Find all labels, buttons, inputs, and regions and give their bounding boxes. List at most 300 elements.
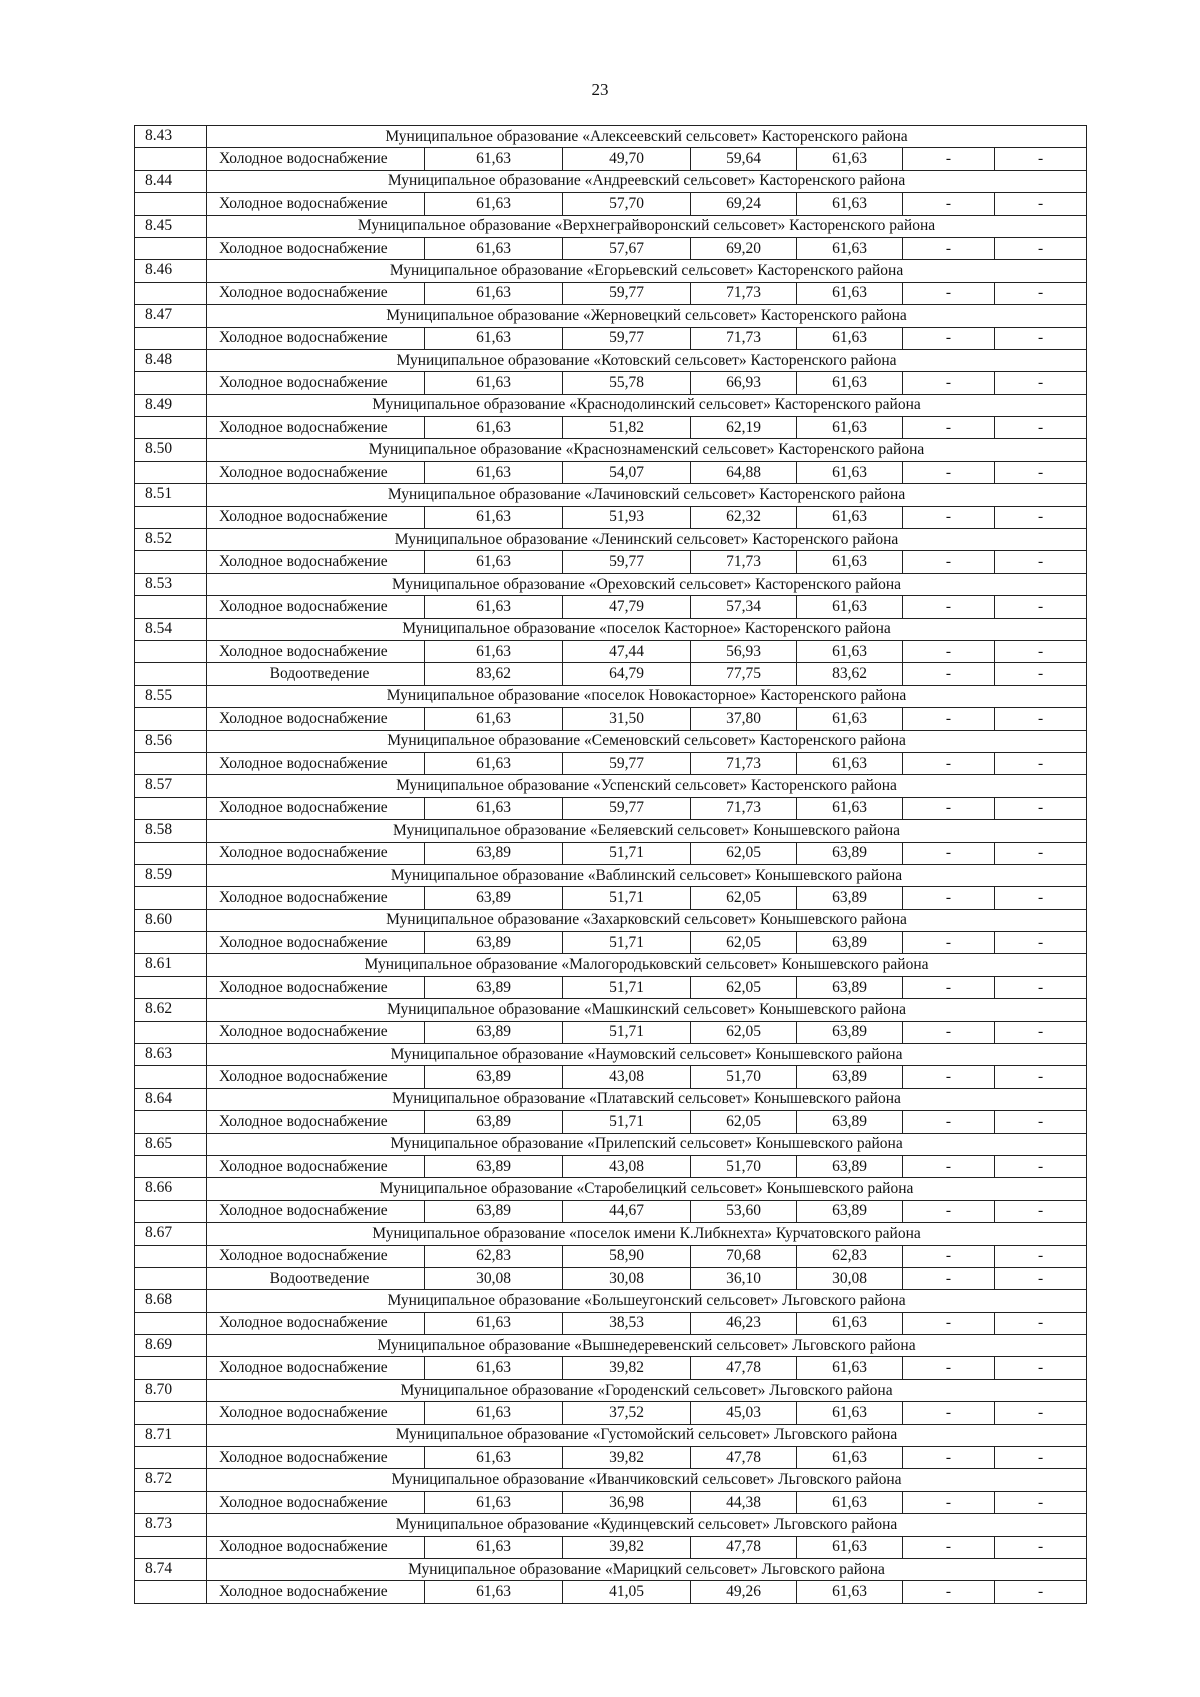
empty-value-cell: - bbox=[903, 1111, 995, 1133]
row-number-cell bbox=[135, 1066, 207, 1088]
section-title: Муниципальное образование «Вышнедеревенский сельсовет» Льговского района bbox=[207, 1335, 1087, 1357]
empty-value-cell: - bbox=[995, 1312, 1087, 1334]
table-row bbox=[135, 372, 1087, 394]
value-cell: 51,71 bbox=[563, 887, 691, 909]
value-cell: 63,89 bbox=[425, 1111, 563, 1133]
empty-value-cell: - bbox=[995, 1200, 1087, 1222]
section-header-row bbox=[135, 305, 1087, 327]
section-header-row bbox=[135, 954, 1087, 976]
value-cell: 47,78 bbox=[691, 1536, 797, 1558]
row-number-cell bbox=[135, 1357, 207, 1379]
tariff-table bbox=[134, 125, 1087, 1604]
row-number-cell bbox=[135, 1021, 207, 1043]
section-header-row bbox=[135, 909, 1087, 931]
empty-value-cell: - bbox=[903, 752, 995, 774]
service-name: Холодное водоснабжение bbox=[207, 1402, 425, 1424]
table-row bbox=[135, 752, 1087, 774]
section-title: Муниципальное образование «Наумовский сельсовет» Конышевского района bbox=[207, 1044, 1087, 1066]
value-cell: 61,63 bbox=[425, 282, 563, 304]
section-title: Муниципальное образование «Беляевский сельсовет» Конышевского района bbox=[207, 820, 1087, 842]
section-number: 8.62 bbox=[135, 999, 207, 1021]
row-number-cell bbox=[135, 417, 207, 439]
section-title: Муниципальное образование «Лачиновский сельсовет» Касторенского района bbox=[207, 484, 1087, 506]
value-cell: 61,63 bbox=[797, 372, 903, 394]
empty-value-cell: - bbox=[995, 1021, 1087, 1043]
value-cell: 53,60 bbox=[691, 1200, 797, 1222]
empty-value-cell: - bbox=[903, 1357, 995, 1379]
section-title: Муниципальное образование «Городенский сельсовет» Льговского района bbox=[207, 1379, 1087, 1401]
table-row bbox=[135, 282, 1087, 304]
value-cell: 47,78 bbox=[691, 1447, 797, 1469]
row-number-cell bbox=[135, 708, 207, 730]
row-number-cell bbox=[135, 596, 207, 618]
empty-value-cell: - bbox=[903, 148, 995, 170]
value-cell: 64,88 bbox=[691, 461, 797, 483]
service-name: Холодное водоснабжение bbox=[207, 372, 425, 394]
table-row bbox=[135, 887, 1087, 909]
row-number-cell bbox=[135, 663, 207, 685]
service-name: Холодное водоснабжение bbox=[207, 708, 425, 730]
empty-value-cell: - bbox=[903, 237, 995, 259]
empty-value-cell: - bbox=[903, 1581, 995, 1603]
value-cell: 61,63 bbox=[425, 372, 563, 394]
table-row bbox=[135, 1066, 1087, 1088]
section-number: 8.47 bbox=[135, 305, 207, 327]
value-cell: 61,63 bbox=[797, 1447, 903, 1469]
value-cell: 63,89 bbox=[425, 976, 563, 998]
empty-value-cell: - bbox=[903, 1245, 995, 1267]
value-cell: 56,93 bbox=[691, 640, 797, 662]
service-name: Холодное водоснабжение bbox=[207, 752, 425, 774]
value-cell: 63,89 bbox=[425, 842, 563, 864]
value-cell: 46,23 bbox=[691, 1312, 797, 1334]
empty-value-cell: - bbox=[995, 372, 1087, 394]
table-row bbox=[135, 1111, 1087, 1133]
value-cell: 62,05 bbox=[691, 976, 797, 998]
service-name: Холодное водоснабжение bbox=[207, 461, 425, 483]
service-name: Холодное водоснабжение bbox=[207, 1312, 425, 1334]
table-row bbox=[135, 1581, 1087, 1603]
value-cell: 62,05 bbox=[691, 887, 797, 909]
value-cell: 63,89 bbox=[425, 887, 563, 909]
value-cell: 51,71 bbox=[563, 1111, 691, 1133]
row-number-cell bbox=[135, 193, 207, 215]
empty-value-cell: - bbox=[903, 417, 995, 439]
value-cell: 30,08 bbox=[425, 1267, 563, 1289]
empty-value-cell: - bbox=[995, 708, 1087, 730]
section-header-row bbox=[135, 126, 1087, 148]
section-title: Муниципальное образование «поселок Новокасторное» Касторенского района bbox=[207, 685, 1087, 707]
table-row bbox=[135, 640, 1087, 662]
row-number-cell bbox=[135, 372, 207, 394]
empty-value-cell: - bbox=[995, 506, 1087, 528]
section-header-row bbox=[135, 1379, 1087, 1401]
table-row bbox=[135, 1245, 1087, 1267]
value-cell: 63,89 bbox=[797, 1155, 903, 1177]
empty-value-cell: - bbox=[995, 932, 1087, 954]
value-cell: 36,98 bbox=[563, 1491, 691, 1513]
value-cell: 59,64 bbox=[691, 148, 797, 170]
row-number-cell bbox=[135, 551, 207, 573]
table-row bbox=[135, 596, 1087, 618]
row-number-cell bbox=[135, 1267, 207, 1289]
value-cell: 61,63 bbox=[425, 708, 563, 730]
section-header-row bbox=[135, 394, 1087, 416]
section-title: Муниципальное образование «поселок Касторное» Касторенского района bbox=[207, 618, 1087, 640]
empty-value-cell: - bbox=[903, 596, 995, 618]
section-number: 8.43 bbox=[135, 126, 207, 148]
section-header-row bbox=[135, 1133, 1087, 1155]
section-title: Муниципальное образование «Марицкий сельсовет» Льговского района bbox=[207, 1559, 1087, 1581]
value-cell: 71,73 bbox=[691, 797, 797, 819]
value-cell: 61,63 bbox=[797, 282, 903, 304]
section-number: 8.54 bbox=[135, 618, 207, 640]
empty-value-cell: - bbox=[903, 327, 995, 349]
value-cell: 61,63 bbox=[797, 1581, 903, 1603]
value-cell: 54,07 bbox=[563, 461, 691, 483]
table-row bbox=[135, 797, 1087, 819]
row-number-cell bbox=[135, 797, 207, 819]
service-name: Водоотведение bbox=[207, 663, 425, 685]
service-name: Холодное водоснабжение bbox=[207, 1245, 425, 1267]
value-cell: 62,05 bbox=[691, 1021, 797, 1043]
section-title: Муниципальное образование «Ореховский сельсовет» Касторенского района bbox=[207, 573, 1087, 595]
value-cell: 63,89 bbox=[425, 1155, 563, 1177]
section-header-row bbox=[135, 1223, 1087, 1245]
section-title: Муниципальное образование «Краснодолинский сельсовет» Касторенского района bbox=[207, 394, 1087, 416]
table-row bbox=[135, 417, 1087, 439]
section-number: 8.61 bbox=[135, 954, 207, 976]
service-name: Холодное водоснабжение bbox=[207, 1200, 425, 1222]
section-title: Муниципальное образование «Машкинский сельсовет» Конышевского района bbox=[207, 999, 1087, 1021]
value-cell: 43,08 bbox=[563, 1066, 691, 1088]
value-cell: 51,70 bbox=[691, 1155, 797, 1177]
value-cell: 43,08 bbox=[563, 1155, 691, 1177]
empty-value-cell: - bbox=[903, 1267, 995, 1289]
service-name: Холодное водоснабжение bbox=[207, 596, 425, 618]
value-cell: 61,63 bbox=[797, 551, 903, 573]
section-header-row bbox=[135, 1290, 1087, 1312]
section-header-row bbox=[135, 484, 1087, 506]
service-name: Холодное водоснабжение bbox=[207, 237, 425, 259]
row-number-cell bbox=[135, 461, 207, 483]
empty-value-cell: - bbox=[995, 640, 1087, 662]
section-number: 8.57 bbox=[135, 775, 207, 797]
section-number: 8.53 bbox=[135, 573, 207, 595]
value-cell: 63,89 bbox=[425, 1200, 563, 1222]
section-number: 8.45 bbox=[135, 215, 207, 237]
row-number-cell bbox=[135, 640, 207, 662]
value-cell: 61,63 bbox=[425, 797, 563, 819]
empty-value-cell: - bbox=[995, 752, 1087, 774]
value-cell: 63,89 bbox=[797, 1111, 903, 1133]
empty-value-cell: - bbox=[995, 1536, 1087, 1558]
section-number: 8.48 bbox=[135, 349, 207, 371]
value-cell: 71,73 bbox=[691, 327, 797, 349]
service-name: Холодное водоснабжение bbox=[207, 797, 425, 819]
value-cell: 62,05 bbox=[691, 842, 797, 864]
section-number: 8.74 bbox=[135, 1559, 207, 1581]
section-header-row bbox=[135, 573, 1087, 595]
empty-value-cell: - bbox=[995, 842, 1087, 864]
row-number-cell bbox=[135, 842, 207, 864]
section-header-row bbox=[135, 1044, 1087, 1066]
empty-value-cell: - bbox=[995, 596, 1087, 618]
service-name: Холодное водоснабжение bbox=[207, 148, 425, 170]
row-number-cell bbox=[135, 1447, 207, 1469]
row-number-cell bbox=[135, 327, 207, 349]
section-header-row bbox=[135, 820, 1087, 842]
service-name: Холодное водоснабжение bbox=[207, 932, 425, 954]
empty-value-cell: - bbox=[995, 976, 1087, 998]
section-number: 8.56 bbox=[135, 730, 207, 752]
empty-value-cell: - bbox=[995, 551, 1087, 573]
empty-value-cell: - bbox=[903, 193, 995, 215]
value-cell: 59,77 bbox=[563, 551, 691, 573]
value-cell: 61,63 bbox=[425, 327, 563, 349]
value-cell: 44,38 bbox=[691, 1491, 797, 1513]
value-cell: 66,93 bbox=[691, 372, 797, 394]
service-name: Холодное водоснабжение bbox=[207, 1111, 425, 1133]
empty-value-cell: - bbox=[903, 1447, 995, 1469]
section-header-row bbox=[135, 775, 1087, 797]
row-number-cell bbox=[135, 1245, 207, 1267]
value-cell: 61,63 bbox=[797, 708, 903, 730]
value-cell: 61,63 bbox=[797, 327, 903, 349]
value-cell: 51,82 bbox=[563, 417, 691, 439]
value-cell: 39,82 bbox=[563, 1536, 691, 1558]
empty-value-cell: - bbox=[903, 461, 995, 483]
value-cell: 49,70 bbox=[563, 148, 691, 170]
section-number: 8.70 bbox=[135, 1379, 207, 1401]
section-title: Муниципальное образование «Жерновецкий сельсовет» Касторенского района bbox=[207, 305, 1087, 327]
service-name: Холодное водоснабжение bbox=[207, 417, 425, 439]
value-cell: 63,89 bbox=[797, 976, 903, 998]
service-name: Холодное водоснабжение bbox=[207, 1447, 425, 1469]
value-cell: 57,67 bbox=[563, 237, 691, 259]
empty-value-cell: - bbox=[995, 1155, 1087, 1177]
service-name: Холодное водоснабжение bbox=[207, 1536, 425, 1558]
service-name: Холодное водоснабжение bbox=[207, 1581, 425, 1603]
empty-value-cell: - bbox=[995, 1447, 1087, 1469]
value-cell: 61,63 bbox=[425, 640, 563, 662]
service-name: Холодное водоснабжение bbox=[207, 1155, 425, 1177]
row-number-cell bbox=[135, 1312, 207, 1334]
value-cell: 63,89 bbox=[797, 1021, 903, 1043]
empty-value-cell: - bbox=[903, 506, 995, 528]
section-title: Муниципальное образование «Андреевский сельсовет» Касторенского района bbox=[207, 170, 1087, 192]
section-number: 8.65 bbox=[135, 1133, 207, 1155]
section-number: 8.44 bbox=[135, 170, 207, 192]
value-cell: 51,71 bbox=[563, 976, 691, 998]
row-number-cell bbox=[135, 932, 207, 954]
empty-value-cell: - bbox=[995, 282, 1087, 304]
value-cell: 61,63 bbox=[425, 1491, 563, 1513]
value-cell: 61,63 bbox=[425, 148, 563, 170]
value-cell: 63,89 bbox=[797, 932, 903, 954]
empty-value-cell: - bbox=[903, 708, 995, 730]
table-row bbox=[135, 506, 1087, 528]
section-header-row bbox=[135, 1559, 1087, 1581]
value-cell: 37,80 bbox=[691, 708, 797, 730]
table-row bbox=[135, 1447, 1087, 1469]
section-header-row bbox=[135, 1178, 1087, 1200]
empty-value-cell: - bbox=[995, 1357, 1087, 1379]
table-row bbox=[135, 663, 1087, 685]
value-cell: 63,89 bbox=[797, 1200, 903, 1222]
value-cell: 36,10 bbox=[691, 1267, 797, 1289]
section-title: Муниципальное образование «Ленинский сельсовет» Касторенского района bbox=[207, 529, 1087, 551]
table-row bbox=[135, 551, 1087, 573]
empty-value-cell: - bbox=[995, 1066, 1087, 1088]
row-number-cell bbox=[135, 1491, 207, 1513]
value-cell: 61,63 bbox=[425, 551, 563, 573]
value-cell: 38,53 bbox=[563, 1312, 691, 1334]
section-title: Муниципальное образование «Прилепский сельсовет» Конышевского района bbox=[207, 1133, 1087, 1155]
value-cell: 45,03 bbox=[691, 1402, 797, 1424]
value-cell: 55,78 bbox=[563, 372, 691, 394]
value-cell: 61,63 bbox=[797, 596, 903, 618]
value-cell: 61,63 bbox=[425, 1581, 563, 1603]
empty-value-cell: - bbox=[995, 461, 1087, 483]
empty-value-cell: - bbox=[903, 1536, 995, 1558]
section-title: Муниципальное образование «Старобелицкий сельсовет» Конышевского района bbox=[207, 1178, 1087, 1200]
table-row bbox=[135, 932, 1087, 954]
empty-value-cell: - bbox=[995, 1245, 1087, 1267]
value-cell: 71,73 bbox=[691, 752, 797, 774]
value-cell: 59,77 bbox=[563, 797, 691, 819]
section-header-row bbox=[135, 170, 1087, 192]
row-number-cell bbox=[135, 1155, 207, 1177]
section-title: Муниципальное образование «Большеугонский сельсовет» Льговского района bbox=[207, 1290, 1087, 1312]
service-name: Холодное водоснабжение bbox=[207, 282, 425, 304]
section-header-row bbox=[135, 1424, 1087, 1446]
section-header-row bbox=[135, 260, 1087, 282]
table-row bbox=[135, 327, 1087, 349]
value-cell: 61,63 bbox=[797, 461, 903, 483]
value-cell: 51,93 bbox=[563, 506, 691, 528]
value-cell: 64,79 bbox=[563, 663, 691, 685]
empty-value-cell: - bbox=[903, 1491, 995, 1513]
section-header-row bbox=[135, 215, 1087, 237]
value-cell: 77,75 bbox=[691, 663, 797, 685]
empty-value-cell: - bbox=[995, 237, 1087, 259]
value-cell: 61,63 bbox=[797, 1357, 903, 1379]
value-cell: 39,82 bbox=[563, 1357, 691, 1379]
section-number: 8.50 bbox=[135, 439, 207, 461]
row-number-cell bbox=[135, 1111, 207, 1133]
empty-value-cell: - bbox=[995, 417, 1087, 439]
value-cell: 61,63 bbox=[425, 237, 563, 259]
value-cell: 58,90 bbox=[563, 1245, 691, 1267]
value-cell: 61,63 bbox=[797, 506, 903, 528]
empty-value-cell: - bbox=[995, 887, 1087, 909]
value-cell: 71,73 bbox=[691, 551, 797, 573]
table-row bbox=[135, 148, 1087, 170]
table-body bbox=[135, 126, 1087, 1604]
value-cell: 61,63 bbox=[425, 752, 563, 774]
empty-value-cell: - bbox=[903, 551, 995, 573]
section-header-row bbox=[135, 1088, 1087, 1110]
empty-value-cell: - bbox=[903, 932, 995, 954]
empty-value-cell: - bbox=[995, 1111, 1087, 1133]
service-name: Холодное водоснабжение bbox=[207, 193, 425, 215]
value-cell: 61,63 bbox=[797, 1312, 903, 1334]
value-cell: 57,70 bbox=[563, 193, 691, 215]
section-header-row bbox=[135, 1469, 1087, 1491]
value-cell: 61,63 bbox=[425, 596, 563, 618]
value-cell: 61,63 bbox=[425, 1536, 563, 1558]
value-cell: 61,63 bbox=[797, 640, 903, 662]
service-name: Холодное водоснабжение bbox=[207, 506, 425, 528]
table-row bbox=[135, 1155, 1087, 1177]
value-cell: 62,83 bbox=[797, 1245, 903, 1267]
value-cell: 61,63 bbox=[425, 506, 563, 528]
section-header-row bbox=[135, 529, 1087, 551]
section-title: Муниципальное образование «Егорьевский сельсовет» Касторенского района bbox=[207, 260, 1087, 282]
value-cell: 44,67 bbox=[563, 1200, 691, 1222]
value-cell: 61,63 bbox=[797, 193, 903, 215]
table-row bbox=[135, 976, 1087, 998]
section-header-row bbox=[135, 864, 1087, 886]
table-row bbox=[135, 1312, 1087, 1334]
value-cell: 63,89 bbox=[425, 932, 563, 954]
value-cell: 47,79 bbox=[563, 596, 691, 618]
value-cell: 69,20 bbox=[691, 237, 797, 259]
empty-value-cell: - bbox=[903, 797, 995, 819]
empty-value-cell: - bbox=[903, 663, 995, 685]
service-name: Холодное водоснабжение bbox=[207, 640, 425, 662]
value-cell: 61,63 bbox=[797, 1491, 903, 1513]
section-header-row bbox=[135, 685, 1087, 707]
value-cell: 51,71 bbox=[563, 1021, 691, 1043]
empty-value-cell: - bbox=[995, 1581, 1087, 1603]
table-row bbox=[135, 237, 1087, 259]
value-cell: 61,63 bbox=[797, 237, 903, 259]
service-name: Холодное водоснабжение bbox=[207, 551, 425, 573]
value-cell: 61,63 bbox=[797, 1536, 903, 1558]
row-number-cell bbox=[135, 1536, 207, 1558]
value-cell: 62,05 bbox=[691, 932, 797, 954]
section-title: Муниципальное образование «Ваблинский сельсовет» Конышевского района bbox=[207, 864, 1087, 886]
row-number-cell bbox=[135, 1581, 207, 1603]
section-number: 8.68 bbox=[135, 1290, 207, 1312]
section-header-row bbox=[135, 1514, 1087, 1536]
empty-value-cell: - bbox=[903, 640, 995, 662]
section-number: 8.55 bbox=[135, 685, 207, 707]
section-number: 8.63 bbox=[135, 1044, 207, 1066]
value-cell: 49,26 bbox=[691, 1581, 797, 1603]
section-title: Муниципальное образование «Краснознаменский сельсовет» Касторенского района bbox=[207, 439, 1087, 461]
value-cell: 63,89 bbox=[425, 1021, 563, 1043]
value-cell: 70,68 bbox=[691, 1245, 797, 1267]
value-cell: 61,63 bbox=[425, 461, 563, 483]
table-row bbox=[135, 1357, 1087, 1379]
empty-value-cell: - bbox=[995, 1491, 1087, 1513]
value-cell: 83,62 bbox=[425, 663, 563, 685]
empty-value-cell: - bbox=[903, 1312, 995, 1334]
section-header-row bbox=[135, 1335, 1087, 1357]
value-cell: 69,24 bbox=[691, 193, 797, 215]
section-title: Муниципальное образование «поселок имени К.Либкнехта» Курчатовского района bbox=[207, 1223, 1087, 1245]
row-number-cell bbox=[135, 976, 207, 998]
empty-value-cell: - bbox=[995, 193, 1087, 215]
empty-value-cell: - bbox=[995, 1402, 1087, 1424]
service-name: Водоотведение bbox=[207, 1267, 425, 1289]
service-name: Холодное водоснабжение bbox=[207, 1021, 425, 1043]
empty-value-cell: - bbox=[995, 148, 1087, 170]
service-name: Холодное водоснабжение bbox=[207, 1491, 425, 1513]
